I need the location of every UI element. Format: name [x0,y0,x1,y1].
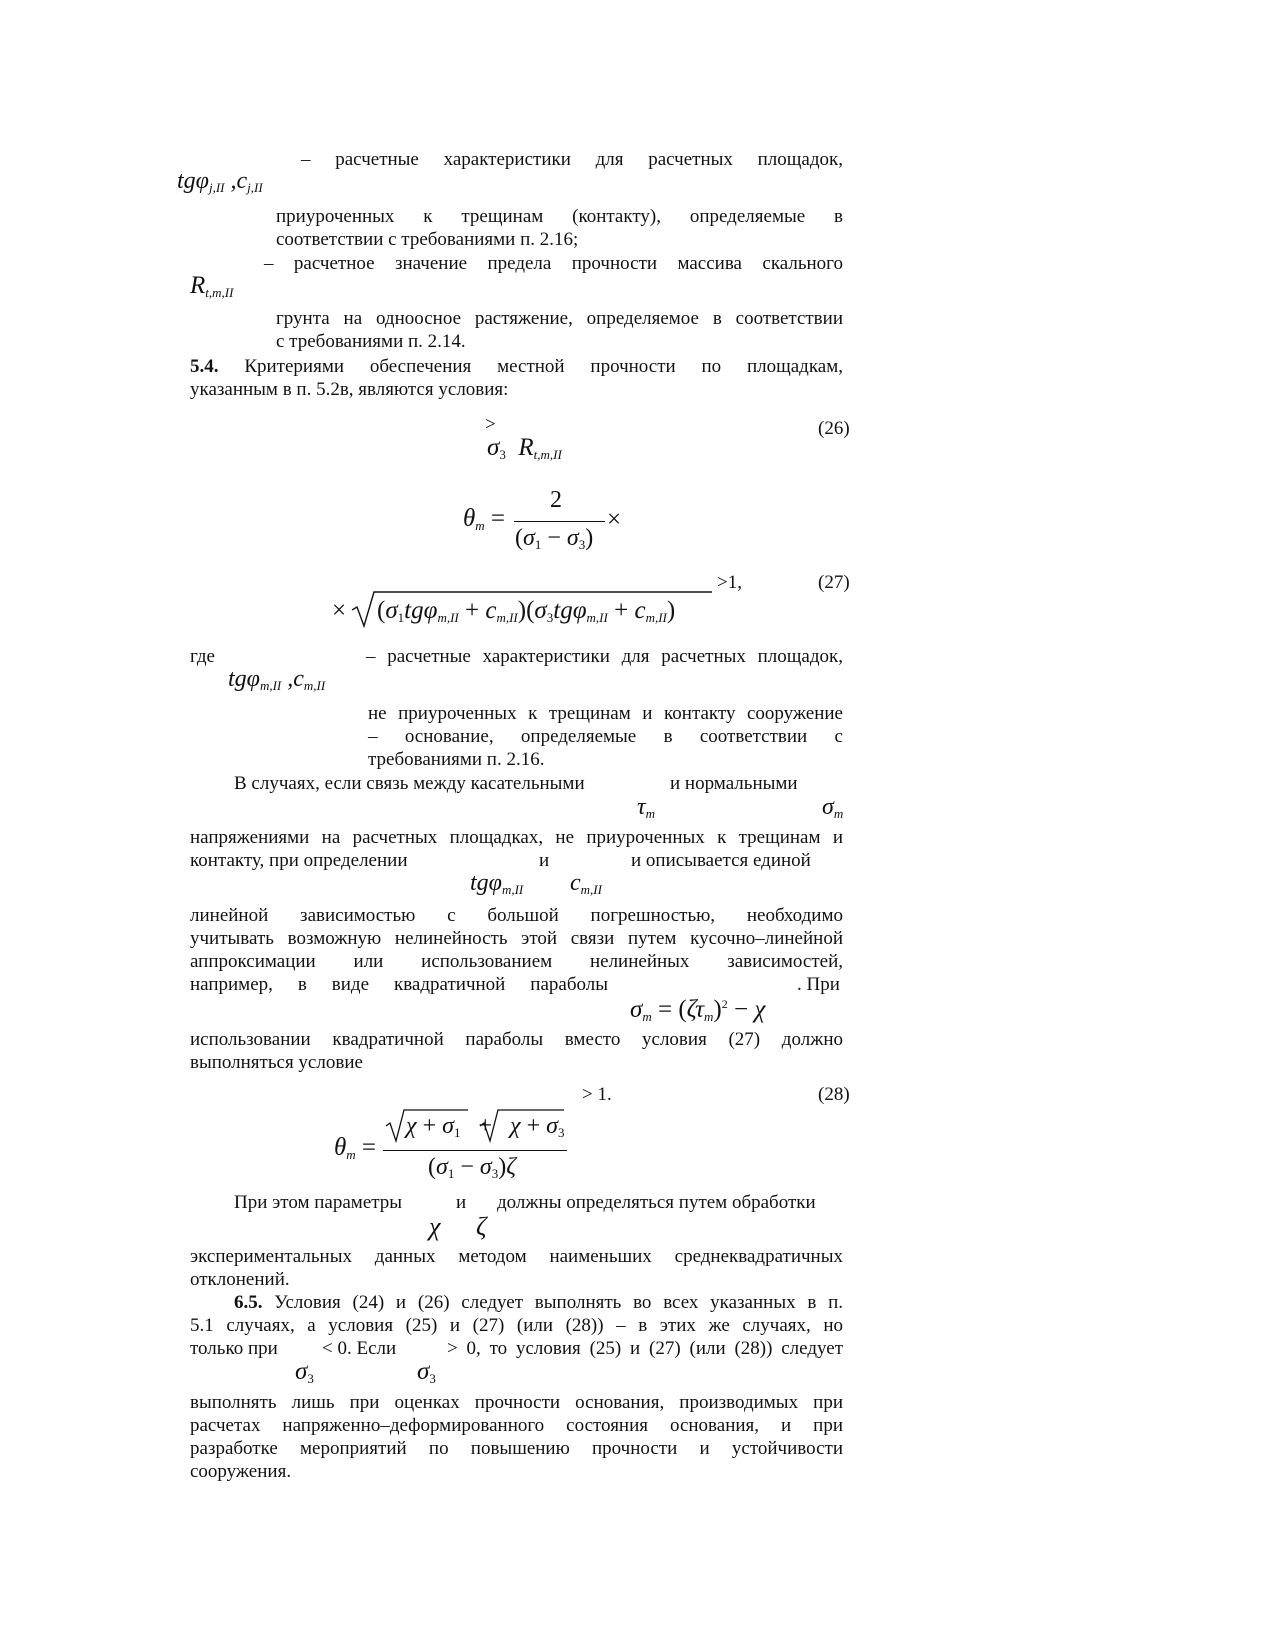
section-5-4-line1: 5.4. Критериями обеспечения местной прочности по площадкам, [190,356,844,377]
definition-text: – расчетное значение предела прочности массива скального [264,253,843,274]
definition-text: – расчетные характеристики для расчетных площадок, [301,149,843,170]
eq27-tail: >1, [717,572,742,593]
equation-28-numerator: $\chi + \sigma_1 + \chi + \sigma_3$ [406,1113,565,1140]
definition-text: с требованиями п. 2.14. [276,331,466,352]
definition-text: – расчетные характеристики для расчетных площадок, [366,646,843,667]
paragraph-line: и [456,1192,467,1213]
paragraph-line: выполнять лишь при оценках прочности основания, производимых при [190,1392,843,1413]
paragraph-line: отклонений. [190,1269,290,1290]
formula-R-tm: $R_{t,m,II}$ [190,272,234,300]
paragraph-line: например, в виде квадратичной параболы [190,974,608,995]
eq26-gt: > [485,414,496,435]
eq28-tail: > 1. [582,1084,612,1105]
definition-text: грунта на одноосное растяжение, определяемое в соответствии [276,308,843,329]
definition-text: – основание, определяемые в соответствии с [368,726,843,747]
equation-28-denominator: $(\sigma_1 - \sigma_3)\zeta$ [428,1154,516,1181]
formula-tgphi-m: tgφ$_{m,II}$ $,c_{m,II}$ [228,666,326,693]
equation-28-theta: $\theta_m$ = [334,1134,377,1162]
paragraph-line: контакту, при определении [190,850,408,871]
paragraph-line: и описывается единой [631,850,811,871]
paragraph-line: напряжениями на расчетных площадках, не приуроченных к трещинам и [190,827,843,848]
paragraph-line: и [539,850,550,871]
paragraph-line: только при [190,1338,278,1359]
paragraph-line: указанным в п. 5.2в, являются условия: [190,379,509,400]
definition-text: не приуроченных к трещинам и контакту сооружение [368,703,843,724]
paragraph-line: использовании квадратичной параболы вместо условия (27) должно [190,1029,843,1050]
paragraph-line: . При [797,974,840,995]
definition-text: приуроченных к трещинам (контакту), определяемые в [276,206,843,227]
section-6-5-line1: 6.5. Условия (24) и (26) следует выполнять во всех указанных в п. [234,1292,844,1313]
paragraph-line: выполняться условие [190,1052,363,1073]
symbol-tgphi-m: tgφ$_{m,II}$ [470,870,524,897]
paragraph-line: разработке мероприятий по повышению прочности и устойчивости [190,1438,843,1459]
equation-27-numerator: 2 [550,487,562,513]
symbol-sigma-m: $\sigma_m$ [822,794,844,821]
fraction-line [383,1150,567,1151]
definition-text: требованиями п. 2.16. [368,749,545,770]
times-sign: × [607,506,622,533]
section-number: 5.4. [190,356,219,377]
times-sign: × [332,597,347,624]
symbol-sigma3: $\sigma_3$ [295,1358,314,1386]
paragraph-line: При этом параметры [234,1192,403,1213]
paragraph-line: аппроксимации или использованием нелинейных зависимостей, [190,951,843,972]
formula-parabola: $\sigma_m = (\zeta\tau_m)^2 - \chi$ [630,996,766,1024]
paragraph-line: сооружения. [190,1461,292,1482]
equation-27-theta: $\theta_m$ = [463,505,506,533]
equation-number-26: (26) [818,418,850,439]
symbol-zeta: ζ [476,1212,487,1241]
where-word: где [190,646,215,667]
symbol-chi: χ [429,1212,441,1241]
equation-27-denominator: $(\sigma_1 - \sigma_3)$ [515,525,594,552]
paragraph-line: экспериментальных данных методом наименьших среднеквадратичных [190,1246,843,1267]
paragraph-line: < 0. Если [322,1338,397,1359]
paragraph-line: должны определяться путем обработки [497,1192,816,1213]
equation-number-27: (27) [818,572,850,593]
paragraph-line: и нормальными [670,773,798,794]
section-number: 6.5. [234,1292,263,1313]
paragraph-line: В случаях, если связь между касательными [234,773,585,794]
equation-27-radicand: $(\sigma_1tg\varphi_{m,II} + c_{m,II})(\sigma_3tg\varphi_{m,II} + c_{m,II})$ [377,597,676,625]
paragraph-line: 5.1 случаях, а условия (25) и (27) (или (28)) – в этих же случаях, но [190,1315,843,1336]
paragraph-line: линейной зависимостью с большой погрешностью, необходимо [190,905,843,926]
equation-number-28: (28) [818,1084,850,1105]
formula-tgphi-j: tgφ$_{j,II}$ $,c_{j,II}$ [177,168,263,195]
symbol-sigma3: $\sigma_3$ [417,1358,436,1386]
definition-text: соответствии с требованиями п. 2.16; [276,229,579,250]
symbol-tau-m: $\tau_m$ [637,794,655,821]
paragraph-line: расчетах напряженно–деформированного состояния основания, и при [190,1415,843,1436]
paragraph-line: > 0, то условия (25) и (27) (или (28)) следует [447,1338,843,1359]
equation-26: $\sigma_3$ $R_{t,m,II}$ [487,434,562,462]
fraction-line [514,521,605,522]
symbol-c-m: $c_{m,II}$ [570,870,602,897]
paragraph-line: учитывать возможную нелинейность этой связи путем кусочно–линейной [190,928,843,949]
